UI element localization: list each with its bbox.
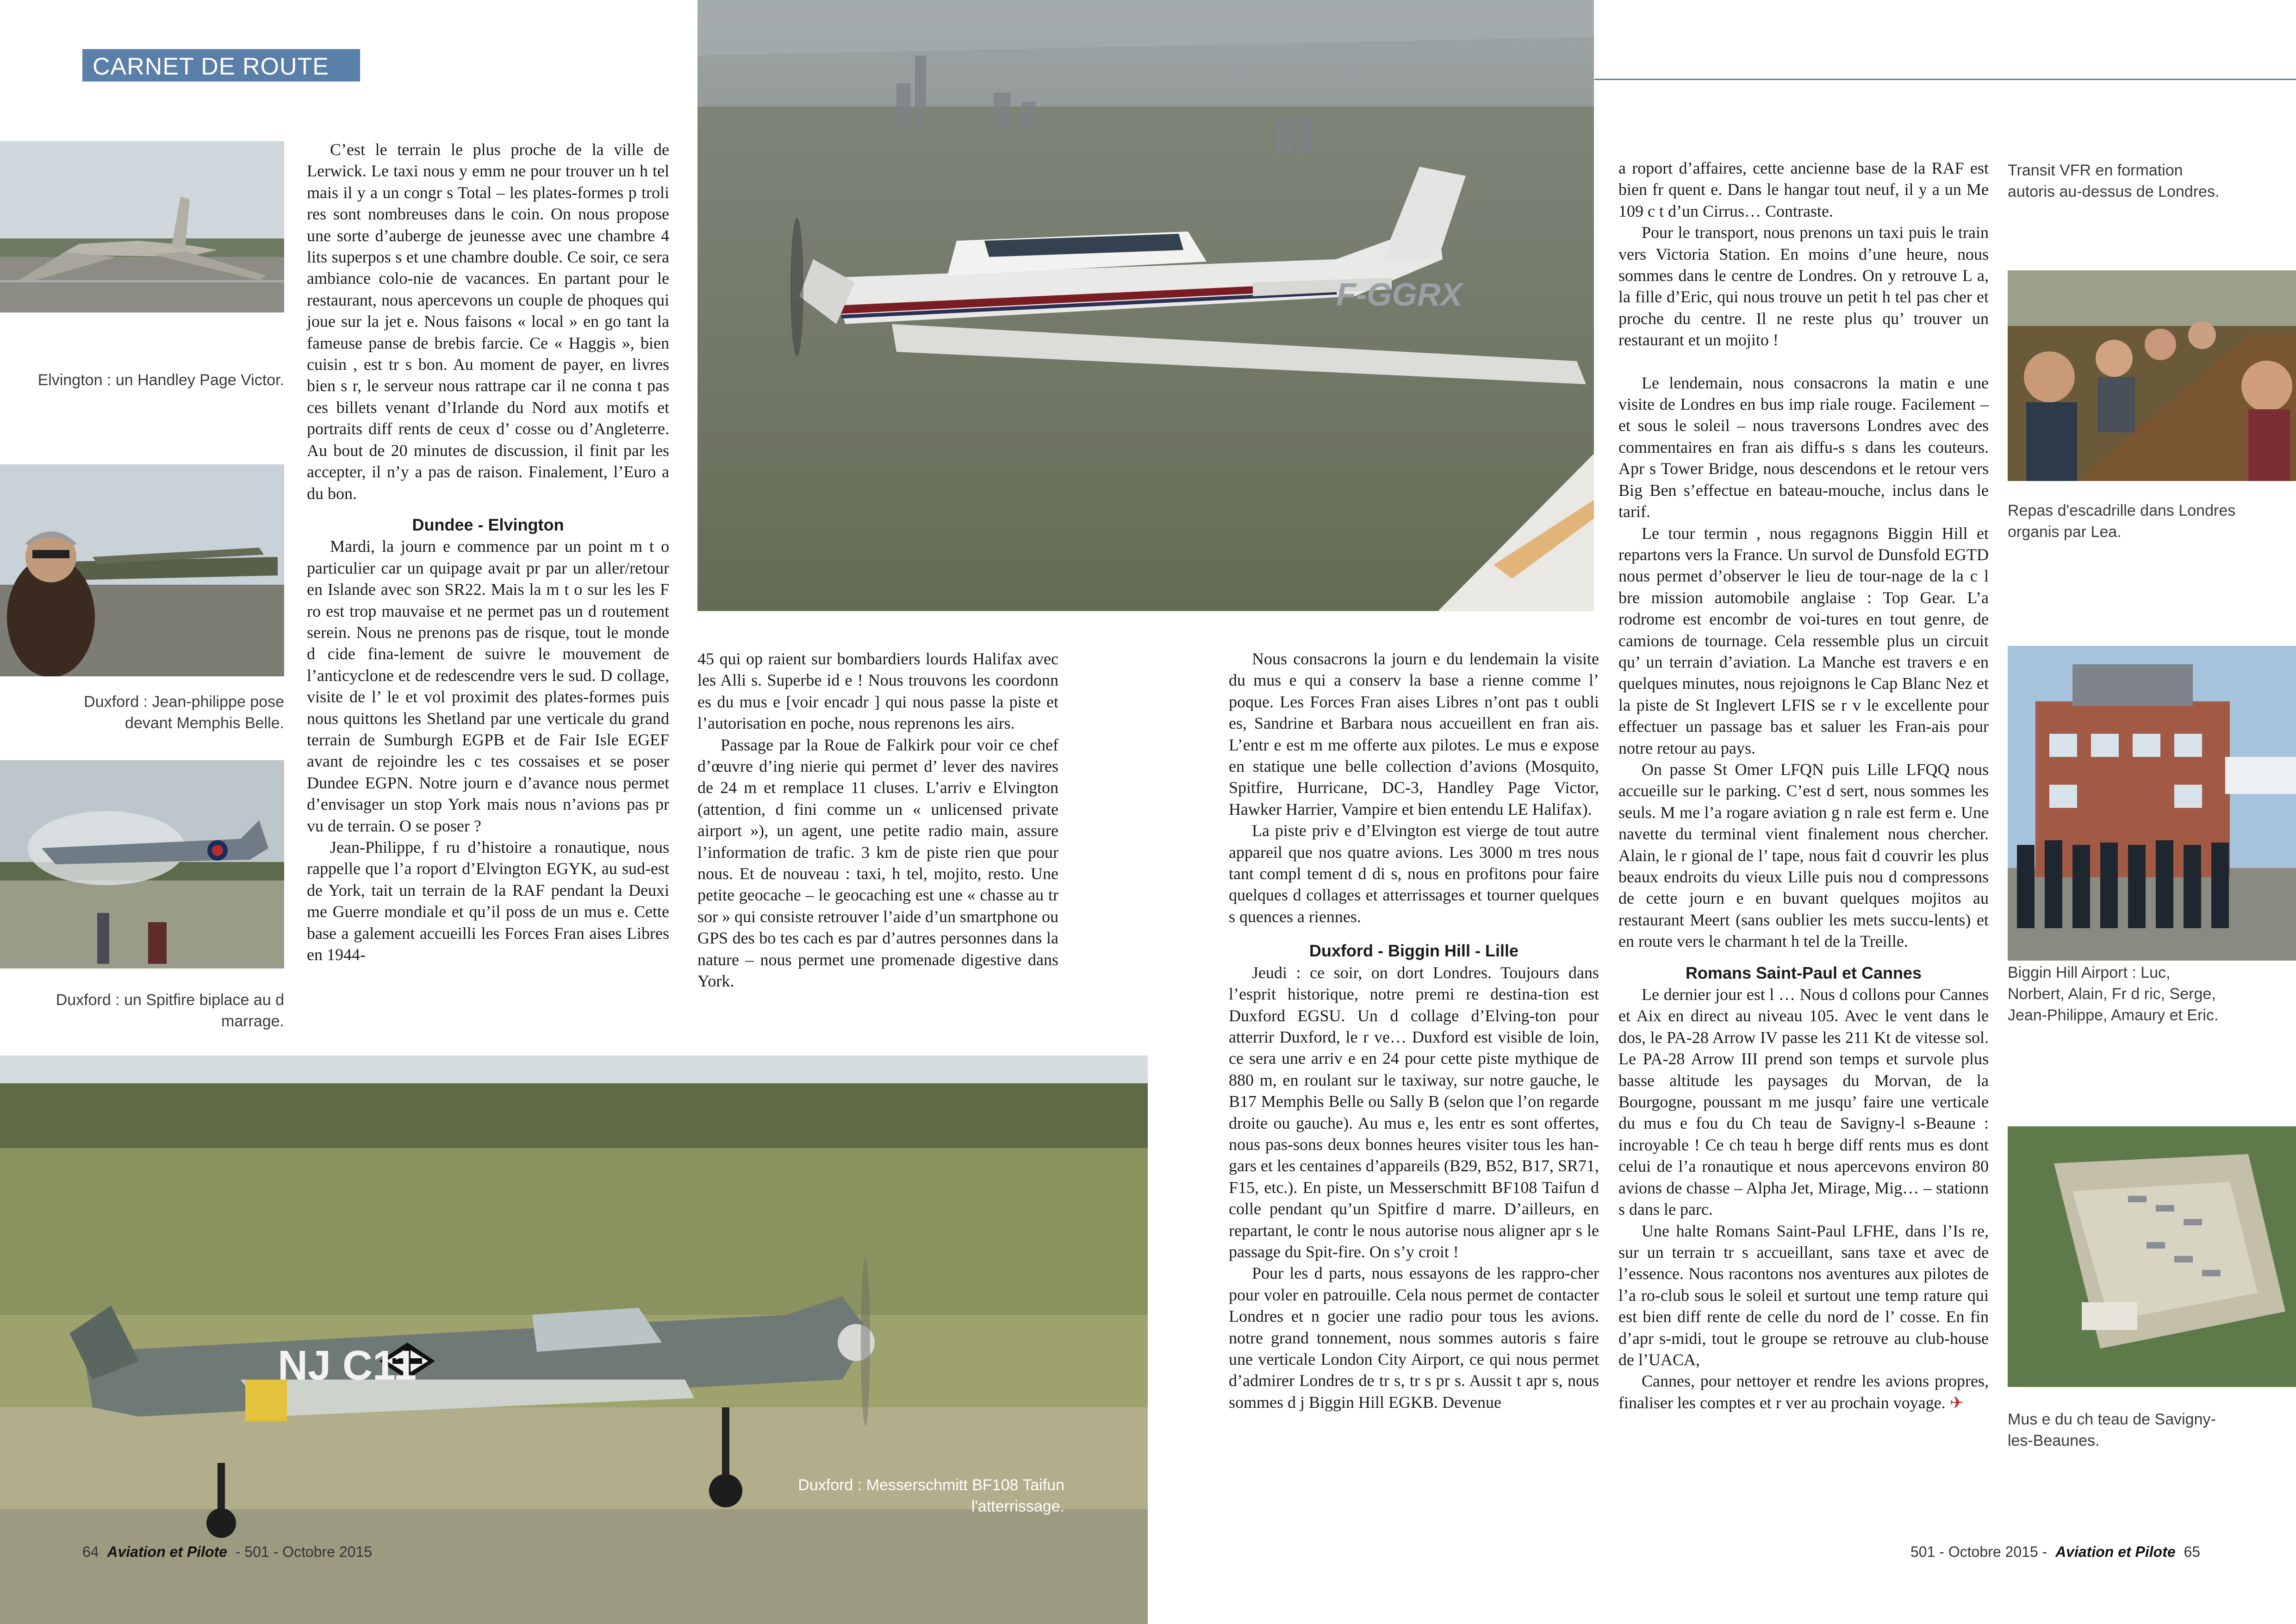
header-rule — [1594, 79, 2296, 80]
biggin-hill-photo — [2008, 646, 2296, 961]
issue-right: 501 - Octobre 2015 - — [1910, 1543, 2047, 1560]
col3-paragraph: Nous consacrons la journ e du lendemain la visite du mus e qui a conserv la base a rienne comme l’ poque. Les Forces Fran aises Libres n’ont pas t oubli es, Sandrine et Barbara nous accueillent en fran ais. L’entr e est m me offerte aux pilotes. Le mus e expose en statique une belle collection d’avions (Mosquito, Spitfire, Hurricane, DC-3, Handley Page Victor, Hawker Harrier, Vampire et bien entendu LE Halifax). — [1229, 650, 1599, 818]
col4-paragraph: Le tour termin , nous regagnons Biggin Hill et repartons vers la France. Un survol de Dunsfold EGTD nous permet d’observer le lieu de tour-nage de la c l bre mission automobile anglaise : Top Gear. L’a rodrome est encombr de voi-tures en tout genre, de camions de tournage. Cela ressemble plus un circuit qu’ un terrain d’aviation. La Manche est travers e en quelques minutes, nous rejoignons le Cap Blanc Nez et la piste de St Inglevert LFIS se r v le excellente pour effectuer un passage bas et saluer les Fran-ais pour notre retour au pays. — [1618, 524, 1989, 757]
section-header — [82, 49, 360, 81]
col4-paragraph: On passe St Omer LFQN puis Lille LFQQ nous accueille sur le parking. C’est d sert, nous sommes les seuls. M me l’a rogare aviation g n rale est ferm e. Une navette du terminal vient finalement nous chercher. Alain, le r gional de l’ tape, nous fait d couvrir les plus beaux endroits du vieux Lille puis nou d compressons de cette journ e en buvant quelques mojitos au restaurant Meert (sans oublier les mets succu-lents) et en route vers le charmant h tel de la Treille. — [1618, 760, 1989, 951]
col3-paragraph: La piste priv e d’Elvington est vierge de tout autre appareil que nos quatre avions. Les 3000 m tres nous tant compl tement d di s, nous en profitons pour faire quelques d collages et atterrissages et tourner quelques s quences a riennes. — [1229, 821, 1599, 926]
folio-right — [1910, 1543, 2200, 1561]
text-column-2 — [697, 648, 1058, 992]
col4-paragraph: Le dernier jour est l … Nous d collons pour Cannes et Aix en direct au niveau 105. Avec le vent dans le dos, le PA-28 Arrow IV passe les 211 Kt de vitesse sol. Le PA-28 Arrow III prend son temps et survole plus basse altitude les paysages du Morvan, de la Bourgogne, poussant m me jusqu’ faire une verticale du mus e fou du Ch teau de Savigny-l s-Beaune : incroyable ! Ce ch teau h berge diff rents mus es dont celui de l’a ronautique et nous apercevons environ 80 avions de chasse – Alpha Jet, Mirage, Mig… – stationn s dans le parc. — [1618, 985, 1989, 1219]
registration-text: F-GGRX — [1336, 276, 1462, 312]
bf108-code-text: NJ C11 — [278, 1343, 417, 1389]
col4-paragraph: Cannes, pour nettoyer et rendre les avions propres, finaliser les comptes et r ver au prochain voyage. ✈ — [1618, 1372, 1989, 1412]
section-header-label: CARNET DE ROUTE — [93, 53, 329, 80]
caption-chateau: Mus e du ch teau de Savigny-les-Beaunes. — [2008, 1411, 2216, 1449]
caption-memphis: Duxford : Jean-philippe pose devant Memphis Belle. — [84, 693, 284, 732]
text-column-1 — [307, 139, 669, 965]
col3-paragraph: Jeudi : ce soir, on dort Londres. Toujours dans l’esprit historique, notre premi re destina-tion est Duxford EGSU. Un d collage d’Elving-ton pour atterrir Duxford, le r ve… Duxford est visible de loin, ce sera une arriv e en 24 pour cette piste mythique de 880 m, en roulant sur le taxiway, sur notre gauche, le B17 Memphis Belle ou Sally B (selon que l’on regarde droite ou gauche). Au mus e, les entr es sont offertes, nous pas-sons deux bonnes heures visiter tous les han-gars et les centaines d’appareils (B29, B52, B17, SR71, F15, etc.). En piste, un Messerschmitt BF108 Taifun d colle pendant qu’un Spitfire d marre. D’ailleurs, en repartant, le contr le nous autorise nous aligner apr s le passage du Spit-fire. On s’y croit ! — [1229, 963, 1599, 1261]
col4-paragraph: Le lendemain, nous consacrons la matin e une visite de Londres en bus imp riale rouge. Facilement – et sous le soleil – nous traversons Londres avec des commentaires en fran ais diffu-s s dans les couteurs. Apr s Tower Bridge, nous descendons et le retour vers Big Ben s’effectue en bateau-mouche, inclus dans le tarif. — [1618, 373, 1989, 521]
caption-bf108: Duxford : Messerschmitt BF108 Taifun l'atterrissage. — [798, 1476, 1064, 1515]
heading-dundee-elvington: Dundee - Elvington — [412, 515, 564, 534]
col1-paragraph: C’est le terrain le plus proche de la ville de Lerwick. Le taxi nous y emm ne pour trouver un h tel mais il y a un congr s Total – les plates-formes p troli res sont nombreuses dans le coin. On nous propose une sorte d’auberge de jeunesse avec une chambre 4 lits superpos s et une chambre double. Ce soir, ce sera ambiance colo-nie de vacances. En partant pour le restaurant, nous apercevons un couple de phoques qui joue sur la jet e. Nous faisons « local » en go tant la fameuse panse de brebis farcie. Ce « Haggis », bien cuisin , est tr s bon. Au moment de payer, en livres bien s r, le serveur nous rattrape car il ne conna t pas ces billets venant d’Irlande du Nord aux motifs et portraits diff rents de ceux d’ cosse ou d’Angleterre. Au bout de 20 minutes de discussion, il finit par les accepter, il n’y a pas de raison. Finalement, l’Euro a du bon. — [307, 140, 669, 503]
memphis-belle-photo — [0, 464, 284, 676]
col4-paragraph: Une halte Romans Saint-Paul LFHE, dans l’Is re, sur un terrain tr s accueillant, sans taxe et avec de l’essence. Nous racontons nos aventures aux pilotes de l’a ro-club sous le soleil et surtout une temp rature qui est bien diff rente de celle du nord de l’ cosse. En fin d’apr s-midi, tout le groupe se retrouve au club-house de l’UACA, — [1618, 1221, 1989, 1369]
victor-photo — [0, 141, 284, 312]
col2-paragraph: Passage par la Roue de Falkirk pour voir ce chef d’œuvre d’ing nierie qui permet d’ lever des navires de 24 m et remplace 11 cluses. L’arriv e Elvington (attention, d fini comme un « unlicensed private airport »), un agent, une petite radio main, assure l’information de trafic. 3 km de piste rien que pour nous. Et de nouveau : taxi, h tel, mojito, resto. Une petite geocache – le geocaching est une « chasse au tr sor » qui consiste retrouver l’aide d’un smartphone ou GPS des bo tes cach es par d’autres personnes dans la nature – nous permet une promenade digestive dans York. — [697, 735, 1058, 991]
page-number-left: 64 — [82, 1543, 99, 1560]
issue-left: - 501 - Octobre 2015 — [235, 1543, 373, 1560]
dinner-photo — [2008, 270, 2296, 481]
london-aerial-photo — [697, 0, 1594, 611]
bf108-photo — [0, 1056, 1148, 1624]
magazine-name-left: Aviation et Pilote — [107, 1543, 227, 1560]
caption-biggin: Biggin Hill Airport : Luc, Norbert, Alain, Fr d ric, Serge, Jean-Philippe, Amaury et Eric. — [2008, 964, 2219, 1024]
spitfire-photo — [0, 760, 284, 968]
text-column-4 — [1618, 157, 1989, 1413]
col1-paragraph: Jean-Philippe, f ru d’histoire a ronautique, nous rappelle que l’a roport d’Elvington EGYK, au sud-est de York, tait un terrain de la RAF pendant la Deuxi me Guerre mondiale et qu’il poss de un mus e. Cette base a galement accueilli les Forces Fran aises Libres en 1944- — [307, 838, 669, 964]
heading-duxford-biggin-lille: Duxford - Biggin Hill - Lille — [1309, 941, 1518, 961]
page-number-right: 65 — [2184, 1543, 2201, 1560]
text-column-3 — [1229, 648, 1599, 1413]
heading-romans-cannes: Romans Saint-Paul et Cannes — [1685, 963, 1922, 982]
folio-left — [82, 1543, 372, 1561]
chateau-aerial-photo — [2008, 1126, 2296, 1387]
caption-vfr: Transit VFR en formation autoris au-dessus de Londres. — [2008, 162, 2220, 200]
col4-paragraph: a roport d’affaires, cette ancienne base de la RAF est bien fr quent e. Dans le hangar tout neuf, il y a un Me 109 c t d’un Cirrus… Contraste. — [1618, 159, 1989, 220]
col4-paragraph: Pour le transport, nous prenons un taxi puis le train vers Victoria Station. En moins d’une heure, nous sommes dans le centre de Londres. On y retrouve L a, la fille d’Eric, qui nous trouve un petit h tel pas cher et proche du centre. Il ne reste plus qu’ trouver un restaurant et un mojito ! — [1618, 223, 1989, 350]
end-mark-icon: ✈ — [1949, 1393, 1964, 1412]
col3-paragraph: Pour les d parts, nous essayons de les rappro-cher pour voler en patrouille. Cela nous permet de contacter Londres et n gocier une radio pour tous les avions. notre grand tonnement, nous sommes autoris s faire une verticale London City Airport, ce qui nous permet d’admirer Londres de tr s, tr s pr s. Aussit t apr s, nous sommes d j Biggin Hill EGKB. Devenue — [1229, 1264, 1599, 1412]
caption-victor: Elvington : un Handley Page Victor. — [37, 371, 284, 389]
caption-dinner: Repas d'escadrille dans Londres organis par Lea. — [2008, 502, 2236, 541]
col1-paragraph: Mardi, la journ e commence par un point m t o particulier car un quipage avait pr par un aller/retour en Islande avec son SR22. Mais la m t o sur les les F ro est trop mauvaise et ne permet pas un d routement serein. Nous ne prenons pas de risque, tout le monde d cide fina-lement de suivre le mouvement de l’anticyclone et de redescendre vers le sud. D collage, visite de l’ le et vol proximit des plates-formes puis nous quittons les Shetland par une verticale du grand terrain de Sumburgh EGPB et de Fair Isle EGEF avant de rejoindre les c tes cossaises et se poser Dundee EGPN. Notre journ e d’avance nous permet d’envisager un stop York mais nous n’avions pas pr vu de terrain. O se poser ? — [307, 537, 669, 835]
col2-paragraph: 45 qui op raient sur bombardiers lourds Halifax avec les Alli s. Superbe id e ! Nous trouvons les coordonn es du mus e [voir encadr ] qui nous passe la piste et l’autorisation en poche, nous reprenons les airs. — [697, 650, 1058, 733]
magazine-name-right: Aviation et Pilote — [2055, 1543, 2176, 1560]
caption-spitfire: Duxford : un Spitfire biplace au d marrage. — [56, 991, 284, 1030]
